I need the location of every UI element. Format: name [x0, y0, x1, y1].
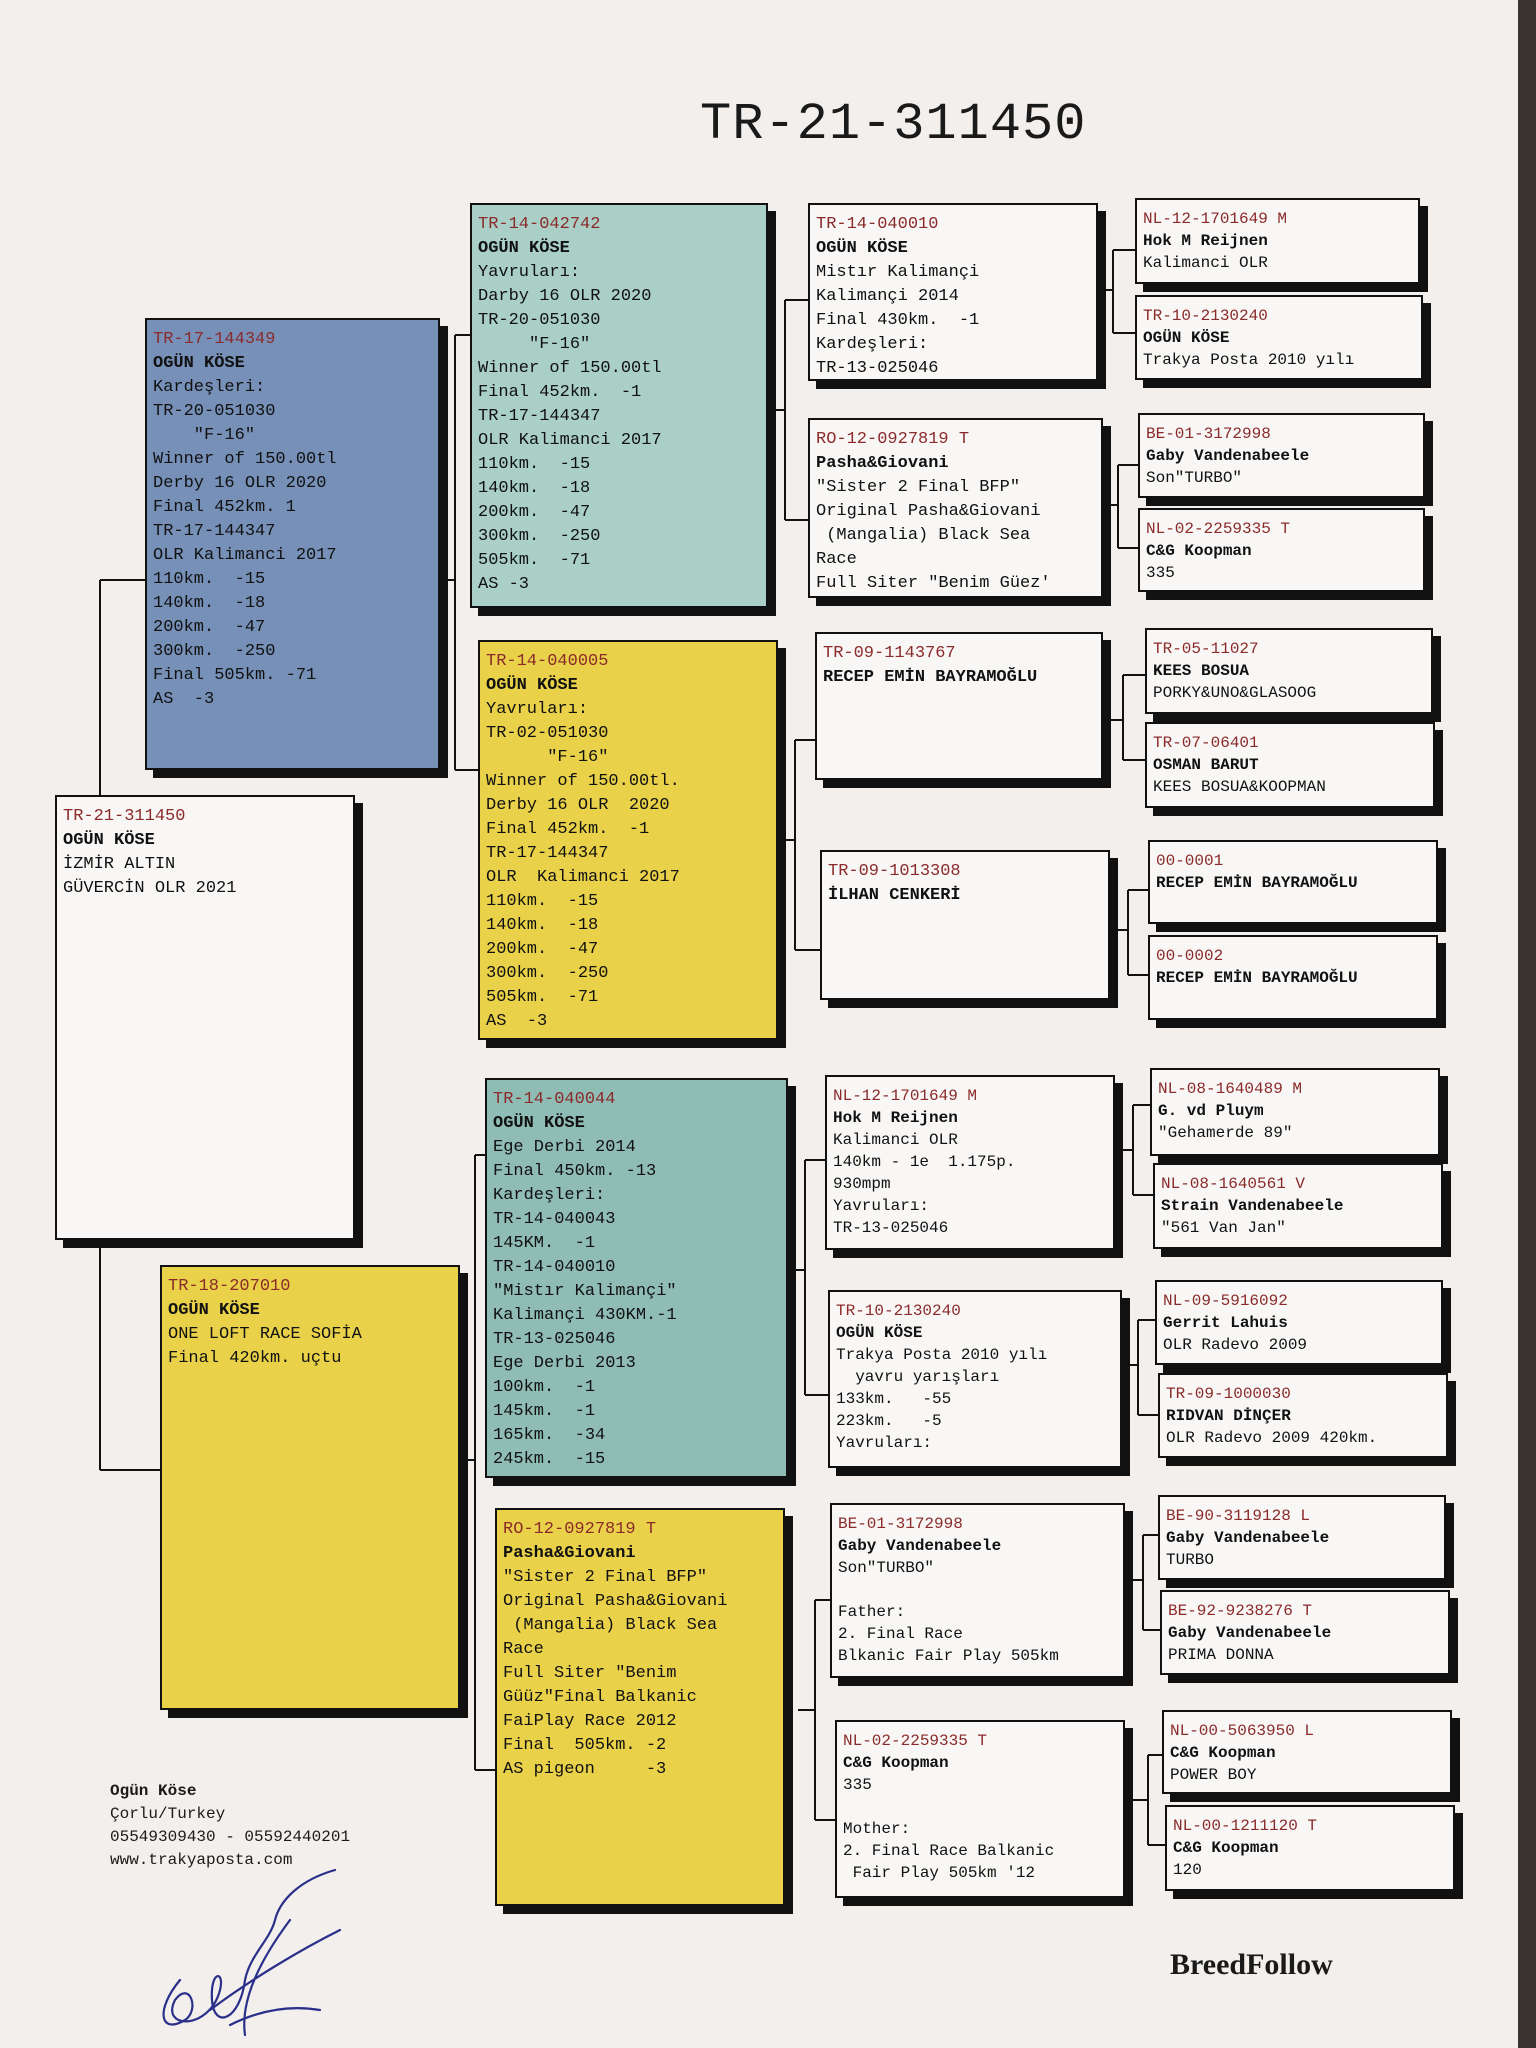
- pedigree-line: 110km. -15: [478, 455, 591, 474]
- pedigree-line: TR-20-051030: [478, 311, 601, 330]
- ring-number: 00-0001: [1156, 852, 1224, 870]
- pigeon-box-g7: [1148, 840, 1438, 924]
- pedigree-line: Ege Derbi 2013: [493, 1354, 636, 1373]
- pedigree-line: TR-20-051030: [153, 402, 276, 421]
- pigeon-box-g12: [1158, 1373, 1448, 1458]
- connector-dsd: [1122, 1320, 1158, 1415]
- pedigree-line: PORKY&UNO&GLASOOG: [1153, 684, 1317, 702]
- pedigree-line: Gaby Vandenabeele: [1146, 447, 1310, 465]
- pedigree-line: 300km. -250: [478, 527, 601, 546]
- pedigree-line: 2. Final Race: [838, 1625, 963, 1643]
- pedigree-line: "Sister 2 Final BFP": [503, 1568, 708, 1587]
- ring-number: NL-12-1701649 M: [1143, 210, 1288, 228]
- connector-ds: [788, 1160, 828, 1395]
- pedigree-line: Gaby Vandenabeele: [838, 1537, 1002, 1555]
- pedigree-line: 110km. -15: [153, 570, 266, 589]
- pedigree-line: 505km. -71: [486, 988, 599, 1007]
- pedigree-line: 505km. -71: [478, 551, 591, 570]
- ring-number: TR-14-042742: [478, 215, 601, 234]
- pedigree-line: Final 452km. 1: [153, 498, 296, 517]
- pigeon-box-sd: [478, 640, 778, 1040]
- pedigree-line: "F-16": [478, 335, 591, 354]
- pedigree-line: Kalimanci OLR: [1143, 254, 1268, 272]
- ring-number: BE-01-3172998: [838, 1515, 963, 1533]
- pedigree-line: Yavruları:: [486, 700, 589, 719]
- pedigree-line: Father:: [838, 1603, 906, 1621]
- pedigree-line: 140km. -18: [478, 479, 591, 498]
- pedigree-line: Full Siter "Benim: [503, 1664, 677, 1683]
- pedigree-line: Trakya Posta 2010 yılı: [836, 1346, 1048, 1364]
- connector-ddd: [1130, 1755, 1165, 1845]
- connector-sd: [778, 740, 820, 950]
- pedigree-line: "F-16": [486, 748, 609, 767]
- pedigree-line: İLHAN CENKERİ: [828, 886, 961, 905]
- pigeon-box-g5: [1145, 628, 1433, 714]
- pedigree-line: Winner of 150.00tl: [478, 359, 662, 378]
- pedigree-line: TR-17-144347: [478, 407, 601, 426]
- pedigree-line: Race: [816, 550, 857, 569]
- pigeon-box-sire: [145, 318, 440, 770]
- pedigree-line: 165km. -34: [493, 1426, 606, 1445]
- pedigree-line: Full Siter "Benim Güez': [816, 574, 1051, 593]
- pigeon-box-ss: [470, 203, 768, 608]
- pedigree-line: Kalimanci OLR: [833, 1131, 958, 1149]
- pedigree-line: Mother:: [843, 1820, 911, 1838]
- pigeon-box-g13: [1158, 1495, 1446, 1580]
- pedigree-line: OGÜN KÖSE: [63, 831, 155, 850]
- pigeon-box-dds: [830, 1503, 1125, 1678]
- pigeon-box-sss: [808, 203, 1098, 381]
- pigeon-box-g15: [1162, 1710, 1452, 1794]
- pedigree-line: 335: [1146, 564, 1175, 582]
- pedigree-line: OGÜN KÖSE: [478, 239, 570, 258]
- ring-number: RO-12-0927819 T: [503, 1520, 657, 1539]
- contact-block: [110, 1780, 470, 1872]
- ring-number: TR-07-06401: [1153, 734, 1259, 752]
- pedigree-line: Kardeşleri:: [493, 1186, 606, 1205]
- pedigree-line: (Mangalia) Black Sea: [503, 1616, 718, 1635]
- pedigree-line: "561 Van Jan": [1161, 1219, 1286, 1237]
- pedigree-line: OSMAN BARUT: [1153, 756, 1259, 774]
- pedigree-line: Original Pasha&Giovani: [503, 1592, 728, 1611]
- pedigree-line: OGÜN KÖSE: [153, 354, 245, 373]
- pedigree-line: TR-13-025046: [493, 1330, 616, 1349]
- ring-number: TR-21-311450: [63, 807, 186, 826]
- pedigree-line: Derby 16 OLR 2020: [486, 796, 670, 815]
- pigeon-box-dd: [495, 1508, 785, 1906]
- brand-logo: BreedFollow: [1170, 1948, 1333, 1981]
- pedigree-line: OGÜN KÖSE: [486, 676, 578, 695]
- pedigree-line: Final 505km. -2: [503, 1736, 667, 1755]
- pedigree-line: 930mpm: [833, 1175, 891, 1193]
- contact-name: Ogün Köse: [110, 1782, 197, 1800]
- pedigree-line: 335: [843, 1776, 872, 1794]
- pedigree-line: RIDVAN DİNÇER: [1166, 1407, 1291, 1425]
- ring-number: NL-09-5916092: [1163, 1292, 1288, 1310]
- pedigree-line: [838, 1579, 1117, 1601]
- ring-number: BE-01-3172998: [1146, 425, 1271, 443]
- pedigree-line: Final 505km. -71: [153, 666, 317, 685]
- pedigree-line: Darby 16 OLR 2020: [478, 287, 652, 306]
- pedigree-line: AS -3: [153, 690, 215, 709]
- pedigree-line: Gerrit Lahuis: [1163, 1314, 1288, 1332]
- pedigree-line: [843, 1796, 1117, 1818]
- ring-number: TR-17-144349: [153, 330, 276, 349]
- pedigree-line: Final 452km. -1: [486, 820, 650, 839]
- pedigree-line: yavru yarışları: [836, 1368, 1000, 1386]
- pedigree-line: Race: [503, 1640, 544, 1659]
- pedigree-line: "Gehamerde 89": [1158, 1124, 1293, 1142]
- pedigree-line: GÜVERCİN OLR 2021: [63, 879, 237, 898]
- ring-number: NL-08-1640489 M: [1158, 1080, 1303, 1098]
- pedigree-line: Kalimançi 2014: [816, 287, 959, 306]
- pedigree-line: Winner of 150.00tl.: [486, 772, 680, 791]
- connector-dss: [1115, 1105, 1153, 1195]
- pedigree-line: C&G Koopman: [1173, 1839, 1279, 1857]
- pigeon-box-g4: [1138, 508, 1425, 592]
- ring-number: BE-90-3119128 L: [1166, 1507, 1311, 1525]
- pigeon-box-g14: [1160, 1590, 1450, 1675]
- pedigree-line: OLR Radevo 2009 420km.: [1166, 1429, 1378, 1447]
- pedigree-line: C&G Koopman: [1170, 1744, 1276, 1762]
- pedigree-line: Final 450km. -13: [493, 1162, 657, 1181]
- pigeon-box-ssd: [808, 418, 1103, 598]
- pedigree-line: Trakya Posta 2010 yılı: [1143, 351, 1355, 369]
- pedigree-line: KEES BOSUA&KOOPMAN: [1153, 778, 1326, 796]
- pedigree-line: TR-17-144347: [153, 522, 276, 541]
- pedigree-line: Final 452km. -1: [478, 383, 642, 402]
- pedigree-line: 110km. -15: [486, 892, 599, 911]
- contact-website: www.trakyaposta.com: [110, 1851, 293, 1869]
- ring-number: NL-00-5063950 L: [1170, 1722, 1315, 1740]
- pedigree-line: 245km. -15: [493, 1450, 606, 1469]
- pigeon-box-g3: [1138, 413, 1425, 498]
- ring-number: NL-02-2259335 T: [843, 1732, 988, 1750]
- pedigree-line: Güüz"Final Balkanic: [503, 1688, 697, 1707]
- pedigree-line: Son"TURBO": [838, 1559, 935, 1577]
- pedigree-line: OGÜN KÖSE: [493, 1114, 585, 1133]
- pedigree-line: C&G Koopman: [843, 1754, 949, 1772]
- pigeon-box-dss: [825, 1075, 1115, 1250]
- pigeon-box-dsd: [828, 1290, 1122, 1468]
- contact-city: Çorlu/Turkey: [110, 1805, 226, 1823]
- pedigree-line: Mistır Kalimançi: [816, 263, 980, 282]
- pedigree-line: 300km. -250: [486, 964, 609, 983]
- pedigree-line: 300km. -250: [153, 642, 276, 661]
- ring-number: TR-18-207010: [168, 1277, 291, 1296]
- pedigree-line: OLR Kalimanci 2017: [486, 868, 680, 887]
- pigeon-box-dam: [160, 1265, 460, 1710]
- pedigree-line: Final 430km. -1: [816, 311, 980, 330]
- pedigree-line: TR-13-025046: [816, 359, 939, 378]
- pedigree-line: Hok M Reijnen: [833, 1109, 958, 1127]
- pedigree-line: "Sister 2 Final BFP": [816, 478, 1021, 497]
- pedigree-line: Pasha&Giovani: [503, 1544, 636, 1563]
- ring-number: BE-92-9238276 T: [1168, 1602, 1313, 1620]
- pedigree-line: Hok M Reijnen: [1143, 232, 1268, 250]
- contact-phones: 05549309430 - 05592440201: [110, 1828, 351, 1846]
- pedigree-line: TR-13-025046: [833, 1219, 949, 1237]
- pedigree-line: 223km. -5: [836, 1412, 942, 1430]
- pedigree-line: Gaby Vandenabeele: [1168, 1624, 1332, 1642]
- pedigree-line: TR-14-040043: [493, 1210, 616, 1229]
- pedigree-line: Original Pasha&Giovani: [816, 502, 1041, 521]
- ring-number: TR-10-2130240: [1143, 307, 1268, 325]
- connector-dds: [1125, 1535, 1160, 1630]
- pedigree-line: TR-14-040010: [493, 1258, 616, 1277]
- pedigree-line: 140km - 1e 1.175p.: [833, 1153, 1016, 1171]
- ring-number: NL-02-2259335 T: [1146, 520, 1291, 538]
- pedigree-line: OGÜN KÖSE: [816, 239, 908, 258]
- pedigree-line: FaiPlay Race 2012: [503, 1712, 677, 1731]
- pedigree-line: RECEP EMİN BAYRAMOĞLU: [823, 668, 1038, 687]
- pedigree-line: İZMİR ALTIN: [63, 855, 176, 874]
- pedigree-line: C&G Koopman: [1146, 542, 1252, 560]
- pedigree-line: 100km. -1: [493, 1378, 596, 1397]
- pedigree-line: Winner of 150.00tl: [153, 450, 337, 469]
- pigeon-box-ddd: [835, 1720, 1125, 1898]
- pedigree-line: OLR Kalimanci 2017: [478, 431, 662, 450]
- pedigree-line: Fair Play 505km '12: [843, 1864, 1036, 1882]
- ring-number: TR-09-1143767: [823, 644, 956, 663]
- pedigree-line: OLR Radevo 2009: [1163, 1336, 1308, 1354]
- pedigree-line: AS -3: [478, 575, 530, 594]
- pigeon-box-ds: [485, 1078, 788, 1478]
- pedigree-line: KEES BOSUA: [1153, 662, 1250, 680]
- pedigree-line: OGÜN KÖSE: [1143, 329, 1230, 347]
- pedigree-line: Yavruları:: [478, 263, 581, 282]
- pedigree-line: Kalimançi 430KM.-1: [493, 1306, 677, 1325]
- ring-number: 00-0002: [1156, 947, 1224, 965]
- pedigree-line: 2. Final Race Balkanic: [843, 1842, 1055, 1860]
- pedigree-line: POWER BOY: [1170, 1766, 1257, 1784]
- pedigree-line: OLR Kalimanci 2017: [153, 546, 337, 565]
- ring-number: TR-09-1000030: [1166, 1385, 1291, 1403]
- ring-number: TR-09-1013308: [828, 862, 961, 881]
- pedigree-line: 140km. -18: [153, 594, 266, 613]
- pigeon-box-g6: [1145, 722, 1435, 808]
- ring-number: TR-05-11027: [1153, 640, 1259, 658]
- page-title: TR-21-311450: [700, 95, 1087, 154]
- pedigree-line: 200km. -47: [153, 618, 266, 637]
- pedigree-line: Gaby Vandenabeele: [1166, 1529, 1330, 1547]
- ring-number: TR-14-040005: [486, 652, 609, 671]
- pedigree-line: Derby 16 OLR 2020: [153, 474, 327, 493]
- pedigree-line: (Mangalia) Black Sea: [816, 526, 1031, 545]
- pigeon-box-sds: [815, 632, 1103, 780]
- signature-icon: [150, 1860, 350, 2040]
- pedigree-line: Yavruları:: [833, 1197, 930, 1215]
- connector-ssd: [1103, 465, 1138, 548]
- pedigree-line: 120: [1173, 1861, 1202, 1879]
- pedigree-line: Pasha&Giovani: [816, 454, 949, 473]
- connector-ss: [768, 300, 808, 520]
- connector-sss: [1098, 250, 1135, 333]
- pigeon-box-subject: [55, 795, 355, 1240]
- pedigree-line: Yavruları:: [836, 1434, 933, 1452]
- pedigree-line: 200km. -47: [486, 940, 599, 959]
- pigeon-box-g1: [1135, 198, 1420, 284]
- ring-number: RO-12-0927819 T: [816, 430, 970, 449]
- pedigree-line: Blkanic Fair Play 505km: [838, 1647, 1059, 1665]
- pedigree-line: Kardeşleri:: [816, 335, 929, 354]
- pigeon-box-g9: [1150, 1068, 1440, 1156]
- pedigree-line: 145km. -1: [493, 1402, 596, 1421]
- connector-sdd: [1110, 890, 1148, 975]
- pedigree-line: OGÜN KÖSE: [168, 1301, 260, 1320]
- pedigree-line: AS -3: [486, 1012, 548, 1031]
- pedigree-line: TR-17-144347: [486, 844, 609, 863]
- connector-sds: [1103, 675, 1145, 760]
- pedigree-line: 140km. -18: [486, 916, 599, 935]
- pedigree-line: G. vd Pluym: [1158, 1102, 1264, 1120]
- pedigree-line: 145KM. -1: [493, 1234, 596, 1253]
- ring-number: TR-14-040044: [493, 1090, 616, 1109]
- pedigree-line: ONE LOFT RACE SOFİA: [168, 1325, 362, 1344]
- pedigree-line: Final 420km. uçtu: [168, 1349, 342, 1368]
- pedigree-line: Son"TURBO": [1146, 469, 1243, 487]
- pedigree-line: 200km. -47: [478, 503, 591, 522]
- pigeon-box-g2: [1135, 295, 1423, 380]
- ring-number: NL-12-1701649 M: [833, 1087, 978, 1105]
- ring-number: NL-00-1211120 T: [1173, 1817, 1318, 1835]
- pedigree-line: Strain Vandenabeele: [1161, 1197, 1344, 1215]
- ring-number: TR-14-040010: [816, 215, 939, 234]
- pedigree-line: "Mistır Kalimançi": [493, 1282, 677, 1301]
- pedigree-line: RECEP EMİN BAYRAMOĞLU: [1156, 874, 1358, 892]
- pedigree-line: 133km. -55: [836, 1390, 952, 1408]
- pedigree-line: AS pigeon -3: [503, 1760, 667, 1779]
- ring-number: NL-08-1640561 V: [1161, 1175, 1306, 1193]
- pigeon-box-g16: [1165, 1805, 1455, 1891]
- pedigree-line: PRIMA DONNA: [1168, 1646, 1274, 1664]
- pedigree-line: RECEP EMİN BAYRAMOĞLU: [1156, 969, 1358, 987]
- pedigree-line: TURBO: [1166, 1551, 1215, 1569]
- pedigree-line: Kardeşleri:: [153, 378, 266, 397]
- pigeon-box-g8: [1148, 935, 1438, 1020]
- ring-number: TR-10-2130240: [836, 1302, 961, 1320]
- pedigree-line: TR-02-051030: [486, 724, 609, 743]
- pigeon-box-g11: [1155, 1280, 1443, 1365]
- pigeon-box-sdd: [820, 850, 1110, 1000]
- pedigree-line: OGÜN KÖSE: [836, 1324, 923, 1342]
- pedigree-line: Ege Derbi 2014: [493, 1138, 636, 1157]
- pigeon-box-g10: [1153, 1163, 1443, 1249]
- pedigree-line: "F-16": [153, 426, 256, 445]
